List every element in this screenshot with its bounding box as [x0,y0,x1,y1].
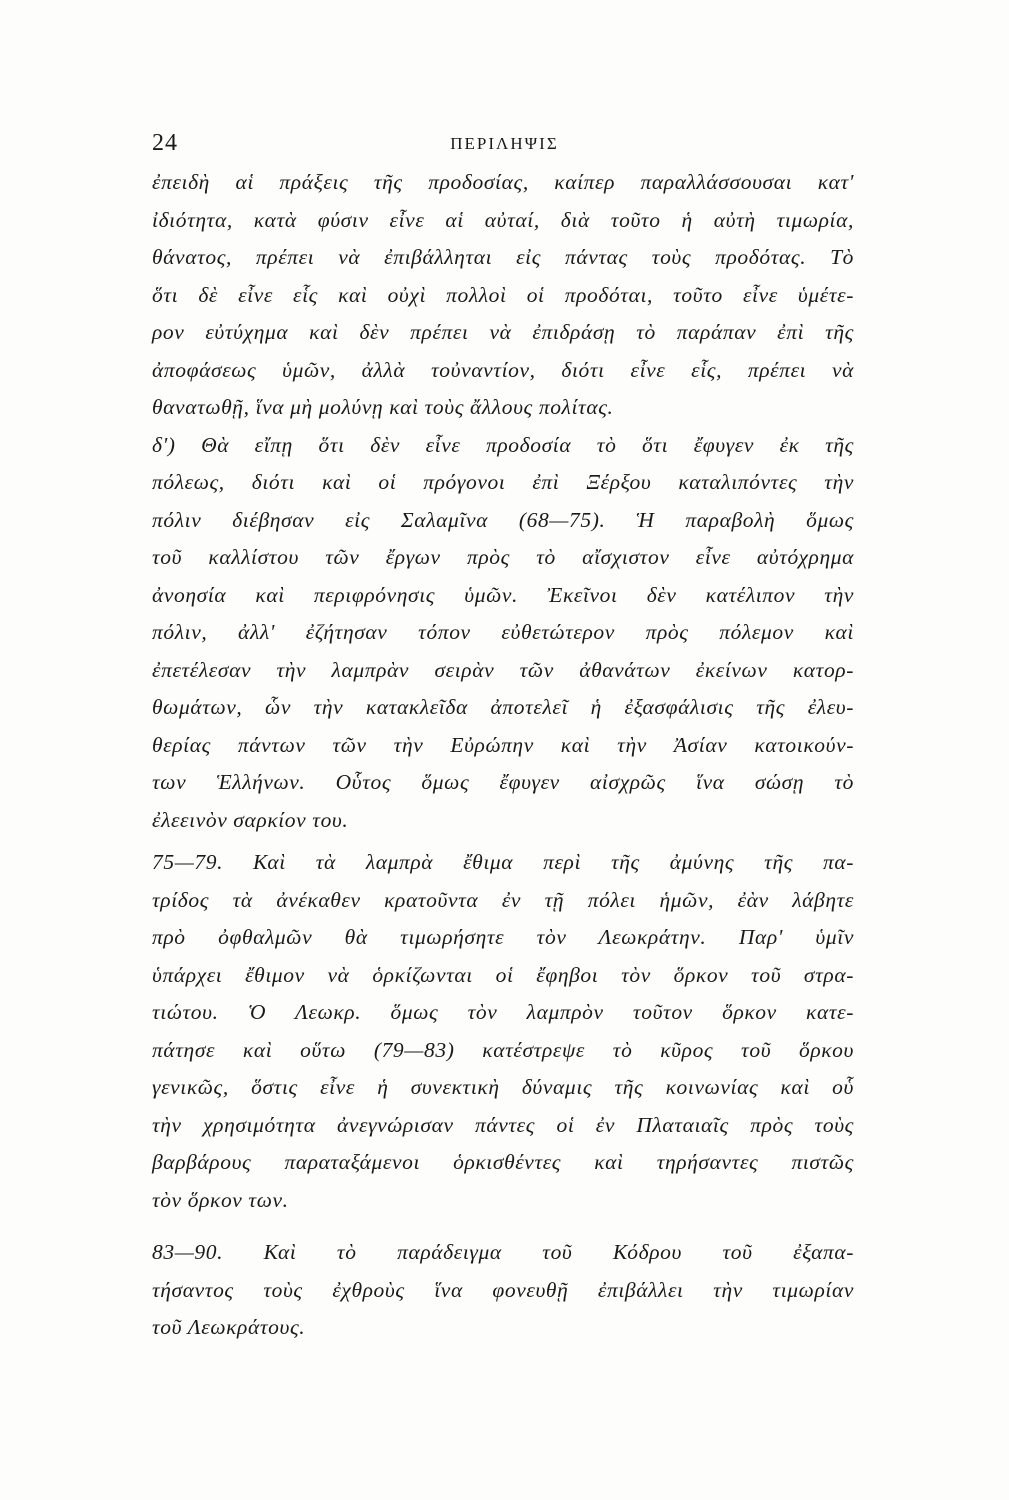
text-line: πόλιν διέβησαν εἰς Σαλαμῖνα (68—75). Ἡ παραβολὴ ὅμως [152,507,854,532]
text-line: ἀποφάσεως ὑμῶν, ἀλλὰ τοὐναντίον, διότι εἶνε εἷς, πρέπει νὰ [152,357,854,382]
paragraph-block-2 [152,844,854,1219]
text-line: τὴν χρησιμότητα ἀνεγνώρισαν πάντες οἱ ἐν Πλαταιαῖς πρὸς τοὺς [152,1112,854,1137]
text-line: των Ἑλλήνων. Οὗτος ὅμως ἔφυγεν αἰσχρῶς ἵνα σώσῃ τὸ [152,770,854,794]
text-line: τήσαντος τοὺς ἐχθροὺς ἵνα φονευθῇ ἐπιβάλλει τὴν τιμωρίαν [152,1277,854,1302]
text-line: 83—90. Καὶ τὸ παράδειγμα τοῦ Κόδρου τοῦ ἐξαπα- [152,1240,854,1264]
text-line: πρὸ ὀφθαλμῶν θὰ τιμωρήσητε τὸν Λεωκράτην. Παρ' ὑμῖν [152,925,854,949]
paragraph-block-1 [152,164,854,839]
running-head: ΠΕΡΙΛΗΨΙΣ [450,134,559,153]
page-number: 24 [152,130,178,156]
text-line: 75—79. Καὶ τὰ λαμπρὰ ἔθιμα περὶ τῆς ἀμύνης τῆς πα- [152,850,854,874]
text-line: τρίδος τὰ ἀνέκαθεν κρατοῦντα ἐν τῇ πόλει ἡμῶν, ἐὰν λάβητε [152,887,854,912]
text-line: θερίας πάντων τῶν τὴν Εὐρώπην καὶ τὴν Ἀσίαν κατοικούν- [152,732,854,757]
text-line: ὅτι δὲ εἶνε εἷς καὶ οὐχὶ πολλοὶ οἱ προδόται, τοῦτο εἶνε ὑμέτε- [152,282,854,307]
text-line: βαρβάρους παραταξάμενοι ὁρκισθέντες καὶ τηρήσαντες πιστῶς [152,1150,854,1174]
text-line: τὸν ὅρκον των. [152,1187,289,1212]
text-line: ἰδιότητα, κατὰ φύσιν εἶνε αἱ αὐταί, διὰ τοῦτο ἡ αὐτὴ τιμωρία, [152,207,854,232]
page-header [152,130,857,160]
text-line: πόλεως, διότι καὶ οἱ πρόγονοι ἐπὶ Ξέρξου καταλιπόντες τὴν [152,470,854,494]
text-line: θάνατος, πρέπει νὰ ἐπιβάλληται εἰς πάντας τοὺς προδότας. Τὸ [152,245,854,269]
text-line: ὑπάρχει ἔθιμον νὰ ὁρκίζωνται οἱ ἔφηβοι τὸν ὅρκον τοῦ στρα- [152,962,854,987]
text-line: γενικῶς, ὅστις εἶνε ἡ συνεκτικὴ δύναμις τῆς κοινωνίας καὶ οὗ [152,1075,854,1099]
text-line: πάτησε καὶ οὕτω (79—83) κατέστρεψε τὸ κῦρος τοῦ ὅρκου [152,1037,854,1062]
text-line: ἐπετέλεσαν τὴν λαμπρὰν σειρὰν τῶν ἀθανάτων ἐκείνων κατορ- [152,657,854,682]
text-line: θωμάτων, ὧν τὴν κατακλεῖδα ἀποτελεῖ ἡ ἐξασφάλισις τῆς ἐλευ- [152,695,854,719]
paragraph-block-3 [152,1234,854,1347]
text-line: πόλιν, ἀλλ' ἐζήτησαν τόπον εὐθετώτερον πρὸς πόλεμον καὶ [152,620,854,644]
text-line: ρον εὐτύχημα καὶ δὲν πρέπει νὰ ἐπιδράσῃ τὸ παράπαν ἐπὶ τῆς [152,320,854,344]
text-line: ἐλεεινὸν σαρκίον του. [152,807,349,832]
text-line: δ') Θὰ εἴπῃ ὅτι δὲν εἶνε προδοσία τὸ ὅτι ἔφυγεν ἐκ τῆς [152,432,854,457]
text-line: ἐπειδὴ αἱ πράξεις τῆς προδοσίας, καίπερ παραλλάσσουσαι κατ' [152,170,854,194]
text-line: τοῦ καλλίστου τῶν ἔργων πρὸς τὸ αἴσχιστον εἶνε αὐτόχρημα [152,545,854,569]
text-line: τιώτου. Ὁ Λεωκρ. ὅμως τὸν λαμπρὸν τοῦτον ὅρκον κατε- [152,1000,854,1024]
text-line: θανατωθῇ, ἵνα μὴ μολύνῃ καὶ τοὺς ἄλλους πολίτας. [152,395,614,419]
text-line: τοῦ Λεωκράτους. [152,1315,306,1339]
text-line: ἀνοησία καὶ περιφρόνησις ὑμῶν. Ἐκεῖνοι δὲν κατέλιπον τὴν [152,582,854,607]
